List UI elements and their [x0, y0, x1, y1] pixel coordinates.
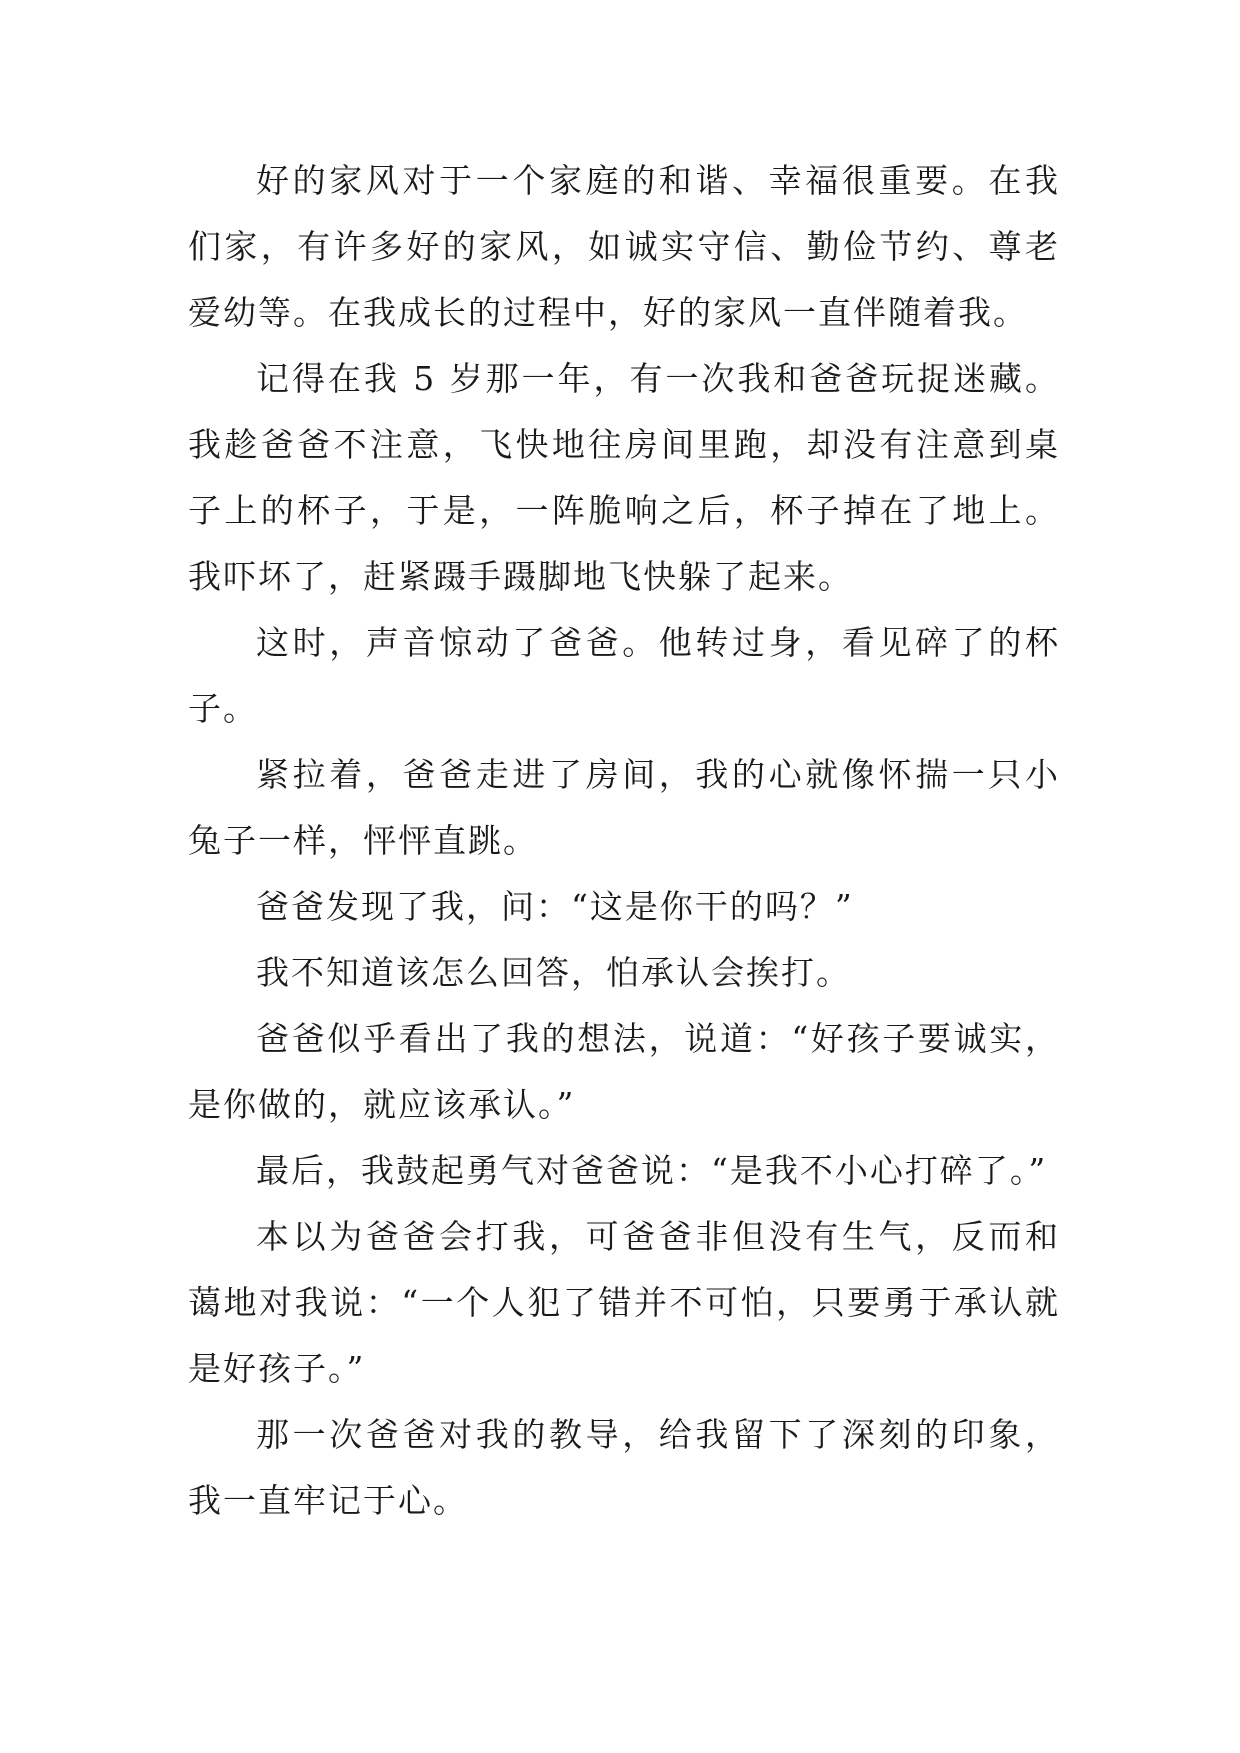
paragraph-5: 爸爸发现了我，问：“这是你干的吗？” [256, 887, 854, 926]
document-body [188, 148, 1060, 1534]
paragraph-9: 本以为爸爸会打我，可爸爸非但没有生气，反而和蔼地对我说：“一个人犯了错并不可怕，只要勇于承认就是好孩子。” [188, 1217, 1060, 1388]
paragraph-10: 那一次爸爸对我的教导，给我留下了深刻的印象，我一直牢记于心。 [188, 1415, 1060, 1520]
paragraph-2: 记得在我 5 岁那一年，有一次我和爸爸玩捉迷藏。我趁爸爸不注意，飞快地往房间里跑，却没有注意到桌子上的杯子，于是，一阵脆响之后，杯子掉在了地上。我吓坏了，赶紧蹑手蹑脚地飞快躲了起来。 [188, 359, 1060, 596]
paragraph-1: 好的家风对于一个家庭的和谐、幸福很重要。在我们家，有许多好的家风，如诚实守信、勤俭节约、尊老爱幼等。在我成长的过程中，好的家风一直伴随着我。 [188, 161, 1060, 332]
paragraph-3: 这时，声音惊动了爸爸。他转过身，看见碎了的杯子。 [188, 623, 1060, 728]
paragraph-6: 我不知道该怎么回答，怕承认会挨打。 [256, 953, 851, 992]
paragraph-8: 最后，我鼓起勇气对爸爸说：“是我不小心打碎了。” [256, 1151, 1048, 1190]
paragraph-4: 紧拉着，爸爸走进了房间，我的心就像怀揣一只小兔子一样，怦怦直跳。 [188, 755, 1060, 860]
paragraph-7: 爸爸似乎看出了我的想法，说道：“好孩子要诚实，是你做的，就应该承认。” [188, 1019, 1060, 1124]
